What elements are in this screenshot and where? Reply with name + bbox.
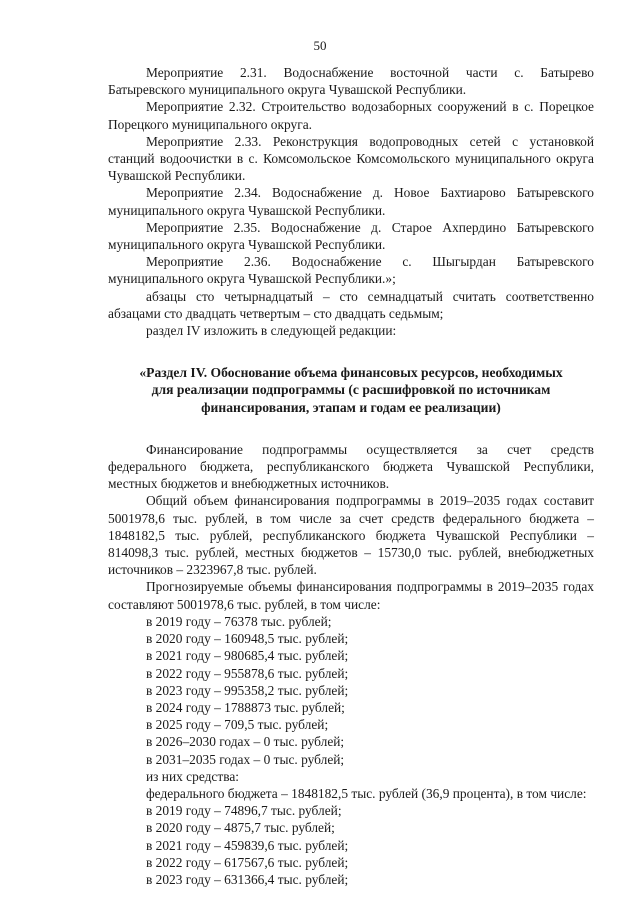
list-item: в 2019 году – 76378 тыс. рублей;: [146, 613, 332, 629]
section-heading-line: «Раздел IV. Обоснование объема финансовых ресурсов, необходимых: [139, 365, 563, 381]
paragraph-measure-2-32: Мероприятие 2.32. Строительство водозаборных сооружений в с. Порецкое Порецкого муниципального округа.: [108, 99, 594, 132]
list-item: в 2019 году – 74896,7 тыс. рублей;: [146, 803, 342, 819]
list-item: в 2024 году – 1788873 тыс. рублей;: [146, 699, 345, 715]
paragraph-financing-sources: Финансирование подпрограммы осуществляется за счет средств федерального бюджета, республиканского бюджета Чувашской Республики, местных бюджетов и внебюджетных источников.: [108, 441, 594, 492]
paragraph-measure-2-31: Мероприятие 2.31. Водоснабжение восточной части с. Батырево Батыревского муниципального округа Чувашской Республики.: [108, 65, 594, 98]
paragraph-measure-2-36: Мероприятие 2.36. Водоснабжение с. Шыгырдан Батыревского муниципального округа Чувашской Республики.»;: [108, 254, 594, 287]
paragraph-federal-budget: федерального бюджета – 1848182,5 тыс. рублей (36,9 процента), в том числе:: [146, 785, 587, 801]
paragraph-renumbering: абзацы сто четырнадцатый – сто семнадцатый считать соответственно абзацами сто двадцать четвертым – сто двадцать седьмым;: [108, 288, 594, 321]
list-item: в 2031–2035 годах – 0 тыс. рублей;: [146, 751, 345, 767]
paragraph-forecast-volume: Прогнозируемые объемы финансирования подпрограммы в 2019–2035 годах составляют 5001978,6 тыс. рублей, в том числе:: [108, 579, 594, 612]
paragraph-section-intro: раздел IV изложить в следующей редакции:: [146, 323, 397, 339]
federal-by-year-list: [108, 802, 594, 888]
list-item: в 2020 году – 4875,7 тыс. рублей;: [146, 820, 335, 836]
paragraph-measure-2-35: Мероприятие 2.35. Водоснабжение д. Старое Ахпердино Батыревского муниципального округа Чувашской Республики.: [108, 219, 594, 253]
paragraph-measure-2-34: Мероприятие 2.34. Водоснабжение д. Новое Бахтиарово Батыревского муниципального округа Чувашской Республики.: [108, 185, 594, 218]
list-item: в 2020 году – 160948,5 тыс. рублей;: [146, 631, 349, 647]
list-item: в 2026–2030 годах – 0 тыс. рублей;: [146, 734, 345, 750]
paragraph-measure-2-33: Мероприятие 2.33. Реконструкция водопроводных сетей с установкой станций водоочистки в с. Комсомольское Комсомольского муниципального округа Чувашской Республики.: [108, 133, 594, 184]
list-item: в 2023 году – 995358,2 тыс. рублей;: [146, 682, 349, 698]
list-item: в 2023 году – 631366,4 тыс. рублей;: [146, 871, 349, 887]
page-number: 50: [313, 38, 327, 53]
document-body: [108, 64, 594, 888]
of-them-label: из них средства:: [146, 768, 240, 784]
section-heading-line: финансирования, этапам и годам ее реализации): [201, 399, 501, 415]
list-item: в 2021 году – 459839,6 тыс. рублей;: [146, 837, 349, 853]
paragraph-total-volume: Общий объем финансирования подпрограммы в 2019–2035 годах составит 5001978,6 тыс. рублей, в том числе за счет средств федерального бюджета – 1848182,5 тыс. рублей, республиканского бюджета Чувашской Республики – 814098,3 тыс. рублей, местных бюджетов – 15730,0 тыс. рублей, внебюджетных источников – 2323967,8 тыс. рублей.: [108, 493, 594, 578]
list-item: в 2025 году – 709,5 тыс. рублей;: [146, 717, 329, 733]
section-heading-line: для реализации подпрограммы (с расшифровкой по источникам: [151, 382, 551, 398]
list-item: в 2022 году – 955878,6 тыс. рублей;: [146, 665, 349, 681]
section-heading: [108, 364, 594, 416]
total-by-year-list: [108, 613, 594, 768]
list-item: в 2021 году – 980685,4 тыс. рублей;: [146, 648, 349, 664]
list-item: в 2022 году – 617567,6 тыс. рублей;: [146, 854, 349, 870]
